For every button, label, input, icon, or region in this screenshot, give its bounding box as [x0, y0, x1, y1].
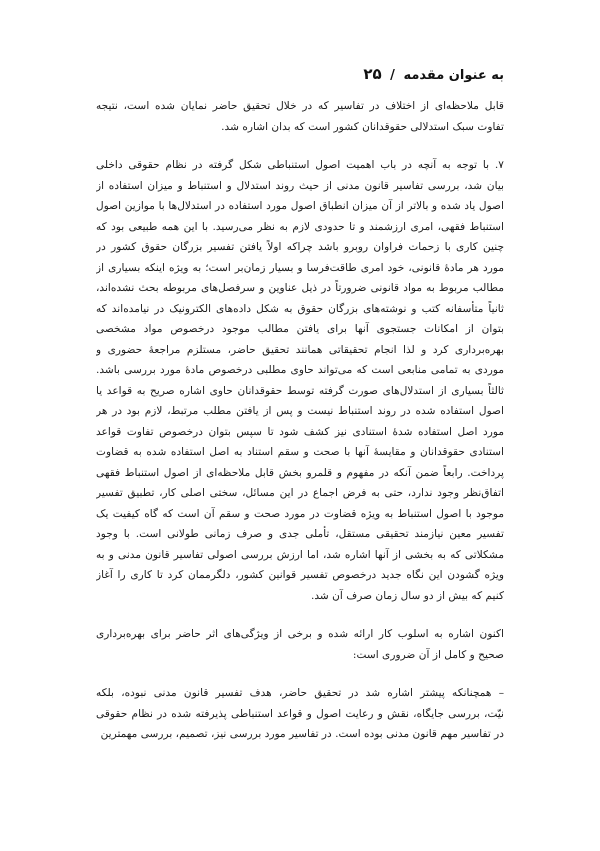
text-line: پرداخت. رابعاً ضمن آنکه در مفهوم و قلمرو بخش قابل ملاحظه‌ای از اصول استنباط فقهی — [96, 466, 504, 479]
paragraph — [96, 96, 504, 137]
page-number: ۲۵ — [363, 65, 382, 83]
text-line: اصول استفاده شده در روند استنباط نیست و پس از یافتن مطلب مرتبط، لازم بود در هر — [96, 405, 504, 417]
text-line: بیان شد، بررسی تفاسیر قانون مدنی از حیث روند استدلال و استنباط و میزان استفاده از — [96, 179, 504, 192]
text-line: استنباط فقهی، امری ارزشمند و تا حدودی لازم به نظر می‌رسید. با این همه طبیعی بود که — [96, 220, 504, 233]
paragraph — [96, 683, 504, 745]
text-line: تفسیر معین نیازمند تحقیقی مستقل، تأملی جدی و صرف زمانی طولانی است. با وجود — [96, 528, 504, 540]
paragraph — [96, 624, 504, 665]
text-line: موردی به تمامی منابعی است که می‌تواند حاوی مطلبی درخصوص مادهٔ مورد بررسی باشد. — [96, 364, 504, 376]
text-line: اکنون اشاره به اسلوب کار ارائه شده و برخی از ویژگی‌های اثر حاضر برای بهره‌برداری — [96, 628, 504, 640]
text-line: قابل ملاحظه‌ای از اختلاف در تفاسیر که در خلال تحقیق حاضر نمایان شده است، نتیجه — [96, 100, 504, 112]
header-separator: / — [390, 68, 395, 83]
text-line: مورد اصل استفاده شدهٔ استنادی نیز کشف شود تا سپس بتوان درخصوص تفاوت قواعد — [96, 425, 504, 438]
text-line: استنادی حقوقدانان و مقایسهٔ آنها با صحت و سقم استناد به اصل استفاده شده به قضاوت — [96, 446, 504, 458]
chapter-title: به عنوان مقدمه — [403, 68, 504, 83]
text-line: اتفاق‌نظر وجود ندارد، حتی به فرض اجماع در این مسائل، سختی اصلی کار، تطبیق تفسیر — [96, 487, 504, 499]
text-line: موجود با اصول استنباط به ویژه قضاوت در مورد صحت و سقم آن است که گاه کیفیت یک — [96, 507, 504, 520]
text-line: ثالثاً بسیاری از استدلال‌های صورت گرفته توسط حقوقدانان حاوی اشاره صریح به قواعد یا — [96, 384, 504, 397]
text-line: ۷. با توجه به آنچه در باب اهمیت اصول استنباطی شکل گرفته در نظام حقوقی داخلی — [96, 159, 504, 171]
paragraph — [96, 155, 504, 606]
running-header — [96, 62, 504, 86]
text-line: مطالب مربوط به مواد قانونی ضرورتاً در ذیل عناوین و سرفصل‌های مربوطه بحث نشده‌اند، — [96, 282, 504, 294]
text-line: تفاوت سبک استدلالی حقوقدانان کشور است که بدان اشاره شد. — [221, 120, 504, 133]
text-line: ویژه گشودن این نگاه جدید درخصوص تفسیر قوانین کشور، دلگرممان کرد تا کاری را آغاز — [96, 569, 504, 581]
text-line: اصول یاد شده و بالاتر از آن میزان انطباق اصول مورد استفاده در استدلال‌ها با موازین اصول — [96, 200, 504, 212]
text-line: چنین کاری با زحمات فراوان روبرو باشد چراکه اولاً یافتن تفسیر بزرگان حقوق کشور در — [96, 241, 504, 253]
text-line: مورد هر مادهٔ قانونی، خود امری طاقت‌فرسا و بسیار زمان‌بر است؛ به ویژه اینکه بسیاری از — [96, 261, 504, 274]
text-line: – همچنانکه پیشتر اشاره شد در تحقیق حاضر، هدف تفسیر قانون مدنی نبوده، بلکه — [96, 687, 504, 699]
body-text — [96, 96, 504, 745]
text-line: در تفاسیر مهم قانون مدنی بوده است. در تفاسیر مورد بررسی نیز، تصمیم، بررسی مهمترین — [100, 728, 504, 740]
text-line: کنیم که بیش از دو سال زمان صرف آن شد. — [310, 589, 504, 602]
text-line: بتوان از امکانات جستجوی آنها برای یافتن مطالب موجود درخصوص مواد مشخصی — [96, 323, 504, 335]
text-line: ثانیاً متأسفانه کتب و نوشته‌های بزرگان حقوق به شکل داده‌های الکترونیک در نیامده‌اند که — [96, 302, 504, 315]
text-line: مشکلاتی که به بخشی از آنها اشاره شد، اما ارزش بررسی اصولی تفاسیر قانون مدنی و به — [96, 548, 504, 561]
text-line: نیّت، بررسی جایگاه، نقش و رعایت اصول و قواعد استنباطی پذیرفته شده در نظام حقوقی — [96, 707, 504, 720]
text-line: صحیح و کامل از آن ضروری است: — [352, 648, 504, 661]
text-line: بهره‌برداری کرد و لذا انجام تحقیقاتی همانند تحقیق حاضر، مستلزم مراجعهٔ حضوری و — [96, 343, 504, 356]
